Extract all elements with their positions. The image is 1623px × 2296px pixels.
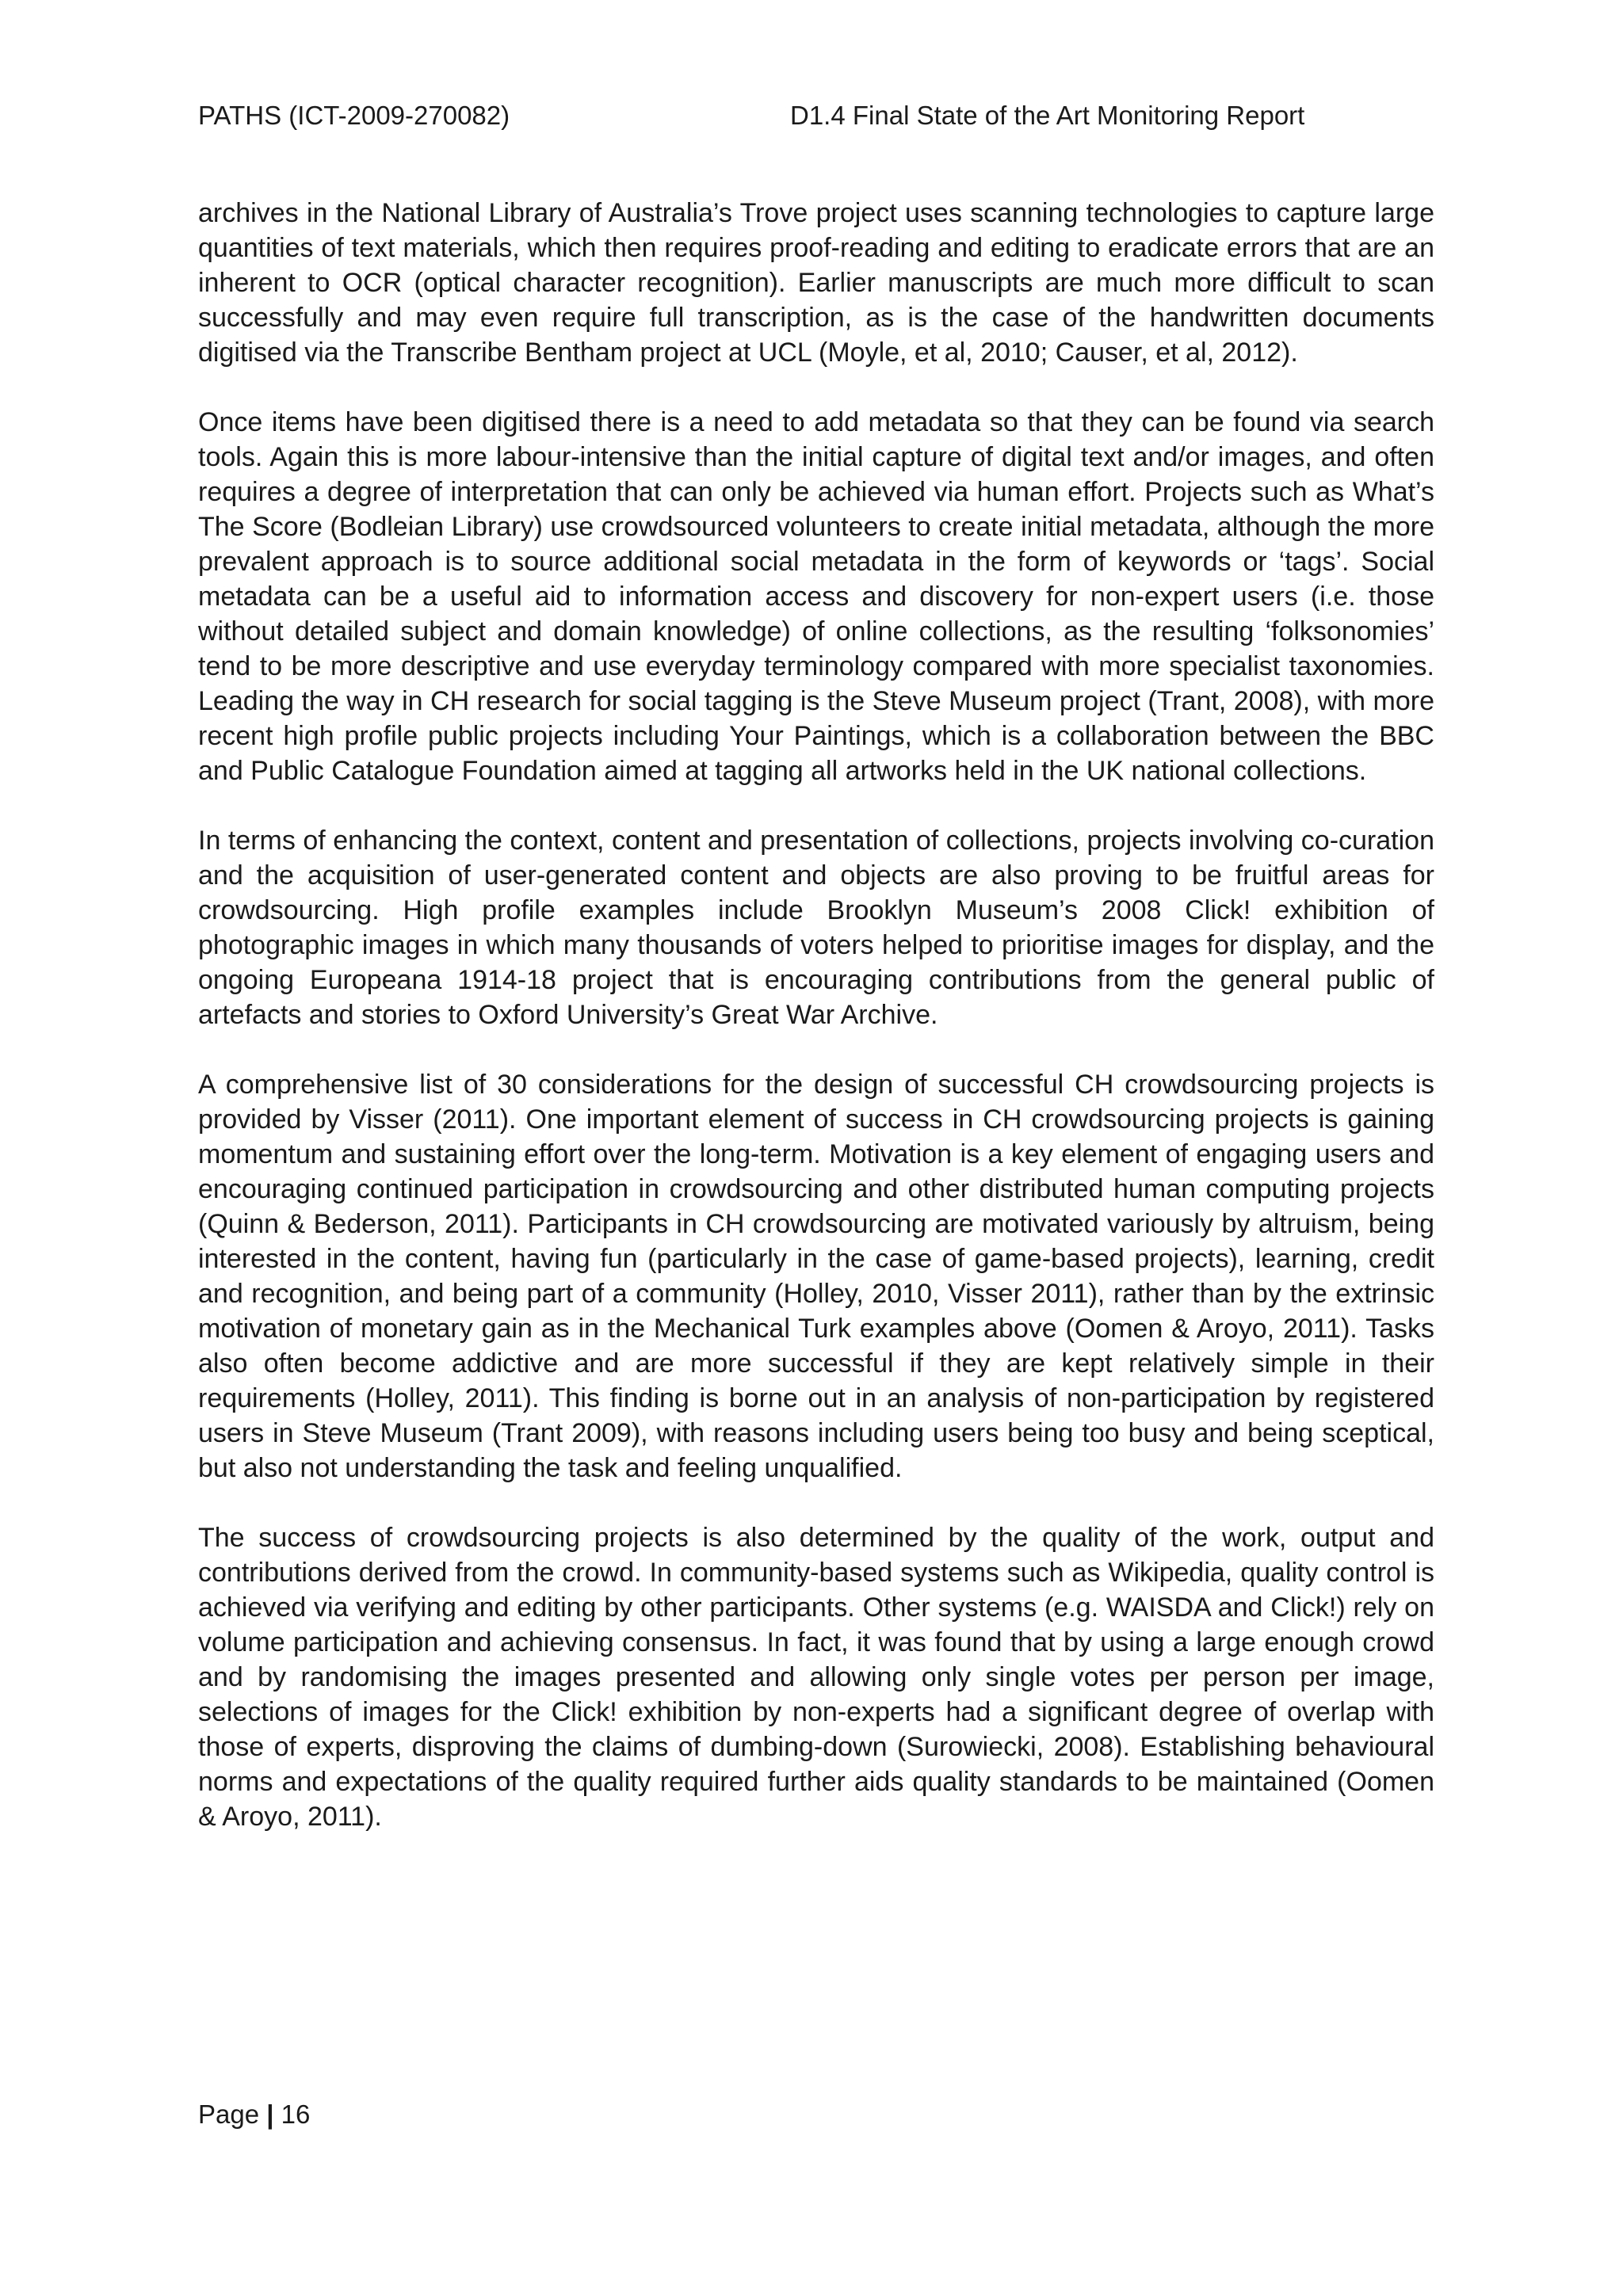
- body-text: [198, 196, 1434, 1834]
- header-report-title: D1.4 Final State of the Art Monitoring Report: [790, 101, 1305, 130]
- paragraph: A comprehensive list of 30 considerations for the design of successful CH crowdsourcing projects is provided by Visser (2011). One important element of success in CH crowdsourcing projects is gaining momentum and sustaining effort over the long-term. Motivation is a key element of engaging users and encouraging continued participation in crowdsourcing and other distributed human computing projects (Quinn & Bederson, 2011). Participants in CH crowdsourcing are motivated variously by altruism, being interested in the content, having fun (particularly in the case of game-based projects), learning, credit and recognition, and being part of a community (Holley, 2010, Visser 2011), rather than by the extrinsic motivation of monetary gain as in the Mechanical Turk examples above (Oomen & Aroyo, 2011). Tasks also often become addictive and are more successful if they are kept relatively simple in their requirements (Holley, 2011). This finding is borne out in an analysis of non-participation by registered users in Steve Museum (Trant 2009), with reasons including users being too busy and being sceptical, but also not understanding the task and feeling unqualified.: [198, 1070, 1434, 1483]
- paragraph: archives in the National Library of Australia’s Trove project uses scanning technologies to capture large quantities of text materials, which then requires proof-reading and editing to eradicate errors that are an inherent to OCR (optical character recognition). Earlier manuscripts are much more difficult to scan successfully and may even require full transcription, as is the case of the handwritten documents digitised via the Transcribe Bentham project at UCL (Moyle, et al, 2010; Causer, et al, 2012).: [198, 198, 1434, 368]
- page-footer: [198, 2097, 310, 2132]
- page-number: 16: [281, 2100, 311, 2129]
- page-label: Page: [198, 2100, 260, 2129]
- header-project-id: PATHS (ICT-2009-270082): [198, 101, 510, 130]
- page-header: [198, 98, 1434, 133]
- paragraph: The success of crowdsourcing projects is also determined by the quality of the work, output and contributions derived from the crowd. In community-based systems such as Wikipedia, quality control is achieved via verifying and editing by other participants. Other systems (e.g. WAISDA and Click!) rely on volume participation and achieving consensus. In fact, it was found that by using a large enough crowd and by randomising the images presented and allowing only single votes per person per image, selections of images for the Click! exhibition by non-experts had a significant degree of overlap with those of experts, disproving the claims of dumbing-down (Surowiecki, 2008). Establishing behavioural norms and expectations of the quality required further aids quality standards to be maintained (Oomen & Aroyo, 2011).: [198, 1523, 1434, 1832]
- page-separator: |: [266, 2100, 274, 2129]
- paragraph: In terms of enhancing the context, content and presentation of collections, projects involving co-curation and the acquisition of user-generated content and objects are also proving to be fruitful areas for crowdsourcing. High profile examples include Brooklyn Museum’s 2008 Click! exhibition of photographic images in which many thousands of voters helped to prioritise images for display, and the ongoing Europeana 1914-18 project that is encouraging contributions from the general public of artefacts and stories to Oxford University’s Great War Archive.: [198, 826, 1434, 1030]
- paragraph: Once items have been digitised there is a need to add metadata so that they can be found via search tools. Again this is more labour-intensive than the initial capture of digital text and/or images, and often requires a degree of interpretation that can only be achieved via human effort. Projects such as What’s The Score (Bodleian Library) use crowdsourced volunteers to create initial metadata, although the more prevalent approach is to source additional social metadata in the form of keywords or ‘tags’. Social metadata can be a useful aid to information access and discovery for non-expert users (i.e. those without detailed subject and domain knowledge) of online collections, as the resulting ‘folksonomies’ tend to be more descriptive and use everyday terminology compared with more specialist taxonomies. Leading the way in CH research for social tagging is the Steve Museum project (Trant, 2008), with more recent high profile public projects including Your Paintings, which is a collaboration between the BBC and Public Catalogue Foundation aimed at tagging all artworks held in the UK national collections.: [198, 407, 1434, 786]
